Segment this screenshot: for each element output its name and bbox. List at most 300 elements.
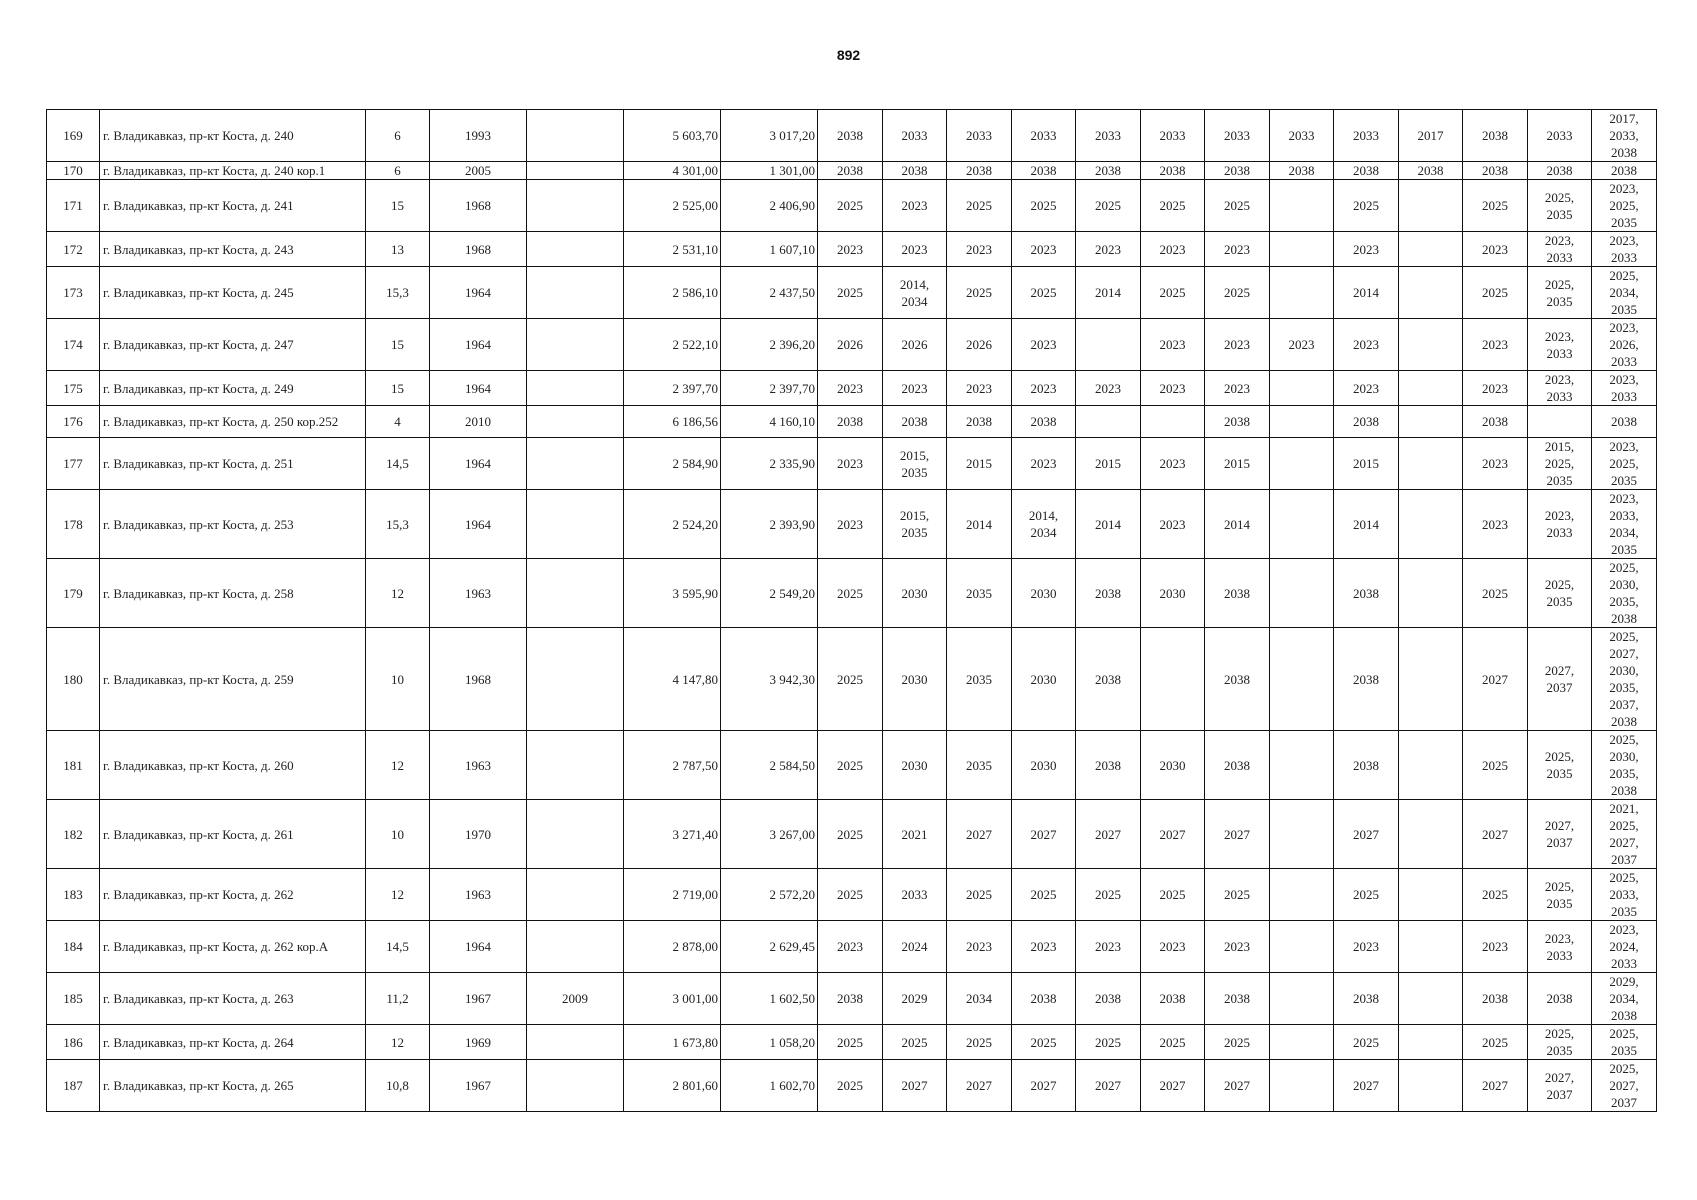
table-row	[47, 628, 1657, 731]
area-cell: 4 301,00	[624, 162, 721, 180]
table-cell	[527, 406, 624, 438]
table-row	[47, 110, 1657, 162]
table-cell	[527, 438, 624, 490]
table-cell: 2023, 2026, 2033	[1592, 319, 1657, 371]
table-cell	[527, 559, 624, 628]
table-cell: 2038	[1012, 973, 1076, 1025]
table-cell: 2025	[883, 1025, 947, 1060]
table-cell: 2029, 2034, 2038	[1592, 973, 1657, 1025]
table-cell	[527, 267, 624, 319]
row-number-cell: 179	[47, 559, 100, 628]
area-cell: 1 673,80	[624, 1025, 721, 1060]
table-cell: 2027	[1076, 800, 1141, 869]
area-cell: 1 602,70	[721, 1060, 818, 1112]
address-cell: г. Владикавказ, пр-кт Коста, д. 240	[100, 110, 366, 162]
row-number-cell: 177	[47, 438, 100, 490]
table-cell: 2025	[1141, 869, 1205, 921]
area-cell: 5 603,70	[624, 110, 721, 162]
table-cell: 2038	[1463, 110, 1528, 162]
table-row	[47, 731, 1657, 800]
table-cell: 2038	[1592, 162, 1657, 180]
table-cell	[1270, 869, 1334, 921]
table-cell: 10,8	[366, 1060, 430, 1112]
table-cell: 2025	[1076, 1025, 1141, 1060]
table-row	[47, 438, 1657, 490]
table-cell: 2030	[883, 628, 947, 731]
area-cell: 3 595,90	[624, 559, 721, 628]
table-cell: 2025	[1334, 180, 1399, 232]
table-cell: 2025	[818, 180, 883, 232]
table-cell	[1270, 371, 1334, 406]
address-cell: г. Владикавказ, пр-кт Коста, д. 265	[100, 1060, 366, 1112]
area-cell: 2 525,00	[624, 180, 721, 232]
table-cell: 2014, 2034	[883, 267, 947, 319]
table-cell	[1270, 267, 1334, 319]
table-cell: 2023, 2033	[1528, 490, 1592, 559]
table-cell	[527, 371, 624, 406]
table-cell: 2038	[1012, 406, 1076, 438]
table-cell: 2038	[818, 110, 883, 162]
table-cell	[527, 869, 624, 921]
table-cell: 2027	[1012, 800, 1076, 869]
table-cell: 2023	[883, 180, 947, 232]
row-number-cell: 174	[47, 319, 100, 371]
table-cell	[1270, 490, 1334, 559]
table-cell: 2023	[818, 438, 883, 490]
table-cell: 1968	[430, 180, 527, 232]
table-cell: 2025	[1205, 180, 1270, 232]
table-cell: 2033	[947, 110, 1012, 162]
table-cell: 2025	[1463, 180, 1528, 232]
address-cell: г. Владикавказ, пр-кт Коста, д. 247	[100, 319, 366, 371]
table-cell: 2025	[818, 800, 883, 869]
table-cell: 2025	[1334, 1025, 1399, 1060]
table-cell: 2025	[1463, 1025, 1528, 1060]
table-cell: 2027	[1012, 1060, 1076, 1112]
table-cell: 2015, 2035	[883, 490, 947, 559]
table-cell: 2038	[1528, 162, 1592, 180]
table-row	[47, 371, 1657, 406]
table-cell: 2038	[1076, 973, 1141, 1025]
table-cell: 2023	[1141, 232, 1205, 267]
table-cell: 2023	[818, 490, 883, 559]
area-cell: 2 549,20	[721, 559, 818, 628]
table-cell: 15,3	[366, 267, 430, 319]
table-cell: 2038	[1334, 406, 1399, 438]
table-cell: 2033	[883, 869, 947, 921]
table-cell: 1963	[430, 869, 527, 921]
table-cell: 2025	[818, 628, 883, 731]
table-cell: 2023	[1334, 232, 1399, 267]
table-cell: 2027, 2037	[1528, 800, 1592, 869]
table-cell: 2027	[1463, 800, 1528, 869]
table-cell	[527, 180, 624, 232]
table-cell	[527, 731, 624, 800]
area-cell: 2 406,90	[721, 180, 818, 232]
table-cell: 2035	[947, 559, 1012, 628]
table-cell: 2025, 2035	[1528, 559, 1592, 628]
table-cell: 2025, 2034, 2035	[1592, 267, 1657, 319]
table-cell: 2027	[1141, 1060, 1205, 1112]
area-cell: 2 584,90	[624, 438, 721, 490]
table-cell: 2009	[527, 973, 624, 1025]
table-row	[47, 1060, 1657, 1112]
row-number-cell: 170	[47, 162, 100, 180]
area-cell: 1 602,50	[721, 973, 818, 1025]
table-cell: 14,5	[366, 438, 430, 490]
address-cell: г. Владикавказ, пр-кт Коста, д. 262 кор.А	[100, 921, 366, 973]
table-cell: 2005	[430, 162, 527, 180]
table-cell: 2023	[1463, 438, 1528, 490]
table-cell: 2038	[1205, 973, 1270, 1025]
table-cell	[1399, 731, 1463, 800]
table-cell: 1964	[430, 371, 527, 406]
table-cell: 2027	[1463, 628, 1528, 731]
table-cell: 2025	[1012, 1025, 1076, 1060]
area-cell: 6 186,56	[624, 406, 721, 438]
table-cell: 1967	[430, 973, 527, 1025]
table-cell	[1270, 232, 1334, 267]
table-cell: 2023, 2033	[1528, 319, 1592, 371]
table-cell: 1970	[430, 800, 527, 869]
table-cell	[1270, 1060, 1334, 1112]
table-cell: 2027	[1076, 1060, 1141, 1112]
table-cell: 2017	[1399, 110, 1463, 162]
table-cell: 2038	[1012, 162, 1076, 180]
area-cell: 2 397,70	[721, 371, 818, 406]
table-cell: 2023, 2033	[1528, 232, 1592, 267]
table-cell	[1270, 1025, 1334, 1060]
table-cell: 2025	[818, 267, 883, 319]
table-cell: 1963	[430, 559, 527, 628]
table-cell: 10	[366, 628, 430, 731]
table-cell: 2033	[1528, 110, 1592, 162]
table-cell: 2038	[1463, 406, 1528, 438]
table-cell: 2014	[1076, 267, 1141, 319]
table-cell: 2023	[1012, 232, 1076, 267]
table-cell	[1141, 406, 1205, 438]
table-cell	[527, 232, 624, 267]
table-cell: 2023, 2025, 2035	[1592, 438, 1657, 490]
table-cell	[1399, 1025, 1463, 1060]
table-cell	[1399, 559, 1463, 628]
table-cell: 2023	[1076, 371, 1141, 406]
table-cell: 2023	[1205, 921, 1270, 973]
table-cell: 2015	[1334, 438, 1399, 490]
table-cell: 2023, 2033, 2034, 2035	[1592, 490, 1657, 559]
row-number-cell: 172	[47, 232, 100, 267]
table-cell	[527, 490, 624, 559]
table-cell: 2023, 2025, 2035	[1592, 180, 1657, 232]
table-cell: 2025, 2035	[1528, 1025, 1592, 1060]
table-cell: 2038	[1399, 162, 1463, 180]
table-cell: 14,5	[366, 921, 430, 973]
area-cell: 2 878,00	[624, 921, 721, 973]
table-cell: 2034	[947, 973, 1012, 1025]
table-cell	[527, 800, 624, 869]
table-cell: 2025	[1076, 180, 1141, 232]
address-cell: г. Владикавказ, пр-кт Коста, д. 264	[100, 1025, 366, 1060]
table-cell	[1399, 1060, 1463, 1112]
address-cell: г. Владикавказ, пр-кт Коста, д. 261	[100, 800, 366, 869]
table-cell: 2030	[1141, 731, 1205, 800]
table-cell: 2025	[1012, 180, 1076, 232]
table-cell: 2030	[883, 731, 947, 800]
table-cell: 2015, 2035	[883, 438, 947, 490]
table-cell: 2023	[1012, 921, 1076, 973]
table-cell: 2014	[1076, 490, 1141, 559]
table-cell	[1141, 628, 1205, 731]
table-cell	[1270, 731, 1334, 800]
table-cell: 10	[366, 800, 430, 869]
table-cell: 2010	[430, 406, 527, 438]
table-cell: 2025	[1012, 869, 1076, 921]
table-cell: 2025	[1463, 869, 1528, 921]
table-cell: 1969	[430, 1025, 527, 1060]
address-cell: г. Владикавказ, пр-кт Коста, д. 250 кор.252	[100, 406, 366, 438]
table-cell: 2038	[1463, 162, 1528, 180]
table-cell: 15	[366, 319, 430, 371]
row-number-cell: 183	[47, 869, 100, 921]
row-number-cell: 186	[47, 1025, 100, 1060]
table-cell	[1270, 559, 1334, 628]
table-row	[47, 267, 1657, 319]
table-cell: 2027, 2037	[1528, 628, 1592, 731]
table-cell: 1993	[430, 110, 527, 162]
table-cell: 2038	[1205, 628, 1270, 731]
address-cell: г. Владикавказ, пр-кт Коста, д. 263	[100, 973, 366, 1025]
table-cell: 11,2	[366, 973, 430, 1025]
area-cell: 2 522,10	[624, 319, 721, 371]
table-cell	[527, 162, 624, 180]
table-cell: 15	[366, 371, 430, 406]
table-cell: 2033	[1334, 110, 1399, 162]
area-cell: 2 719,00	[624, 869, 721, 921]
table-cell: 2025	[1012, 267, 1076, 319]
table-row	[47, 1025, 1657, 1060]
table-cell: 2029	[883, 973, 947, 1025]
table-cell: 2023	[1463, 232, 1528, 267]
table-cell	[1399, 319, 1463, 371]
table-cell: 1964	[430, 267, 527, 319]
table-cell: 2023	[1463, 921, 1528, 973]
table-cell: 2030	[1141, 559, 1205, 628]
table-cell: 2038	[1334, 559, 1399, 628]
table-cell: 2038	[1205, 559, 1270, 628]
table-cell: 2023	[1463, 371, 1528, 406]
table-cell	[1528, 406, 1592, 438]
table-cell: 2038	[883, 162, 947, 180]
table-cell: 2025	[1205, 869, 1270, 921]
table-cell	[527, 110, 624, 162]
table-cell	[527, 921, 624, 973]
table-cell: 2038	[1076, 559, 1141, 628]
table-cell: 2035	[947, 628, 1012, 731]
table-row	[47, 800, 1657, 869]
table-cell: 2025, 2030, 2035, 2038	[1592, 731, 1657, 800]
table-cell: 2023	[818, 921, 883, 973]
table-cell: 1963	[430, 731, 527, 800]
table-cell: 2023	[1270, 319, 1334, 371]
table-cell	[1399, 869, 1463, 921]
table-cell: 2027	[1205, 800, 1270, 869]
address-cell: г. Владикавказ, пр-кт Коста, д. 259	[100, 628, 366, 731]
table-cell: 2025, 2035	[1528, 267, 1592, 319]
table-cell: 2033	[1141, 110, 1205, 162]
table-cell: 1967	[430, 1060, 527, 1112]
area-cell: 1 058,20	[721, 1025, 818, 1060]
table-cell: 2021, 2025, 2027, 2037	[1592, 800, 1657, 869]
table-cell: 2030	[1012, 731, 1076, 800]
table-cell: 2023, 2024, 2033	[1592, 921, 1657, 973]
table-cell: 2025	[947, 267, 1012, 319]
table-cell	[527, 1025, 624, 1060]
address-cell: г. Владикавказ, пр-кт Коста, д. 243	[100, 232, 366, 267]
address-cell: г. Владикавказ, пр-кт Коста, д. 253	[100, 490, 366, 559]
table-cell	[1270, 438, 1334, 490]
table-cell	[1399, 267, 1463, 319]
table-cell	[1076, 319, 1141, 371]
table-cell: 2023	[818, 371, 883, 406]
table-cell: 2027	[1334, 800, 1399, 869]
area-cell: 1 301,00	[721, 162, 818, 180]
table-cell: 2023	[1205, 319, 1270, 371]
address-cell: г. Владикавказ, пр-кт Коста, д. 251	[100, 438, 366, 490]
table-cell: 2014	[1334, 490, 1399, 559]
table-cell: 2023	[1141, 371, 1205, 406]
row-number-cell: 171	[47, 180, 100, 232]
table-cell	[1399, 800, 1463, 869]
table-cell: 2023	[1141, 438, 1205, 490]
table-cell: 2025	[947, 1025, 1012, 1060]
row-number-cell: 180	[47, 628, 100, 731]
table-cell	[1399, 921, 1463, 973]
table-cell: 2038	[1205, 162, 1270, 180]
table-cell: 2038	[1270, 162, 1334, 180]
table-cell	[1399, 232, 1463, 267]
address-cell: г. Владикавказ, пр-кт Коста, д. 245	[100, 267, 366, 319]
table-cell: 2015	[947, 438, 1012, 490]
table-cell	[1399, 973, 1463, 1025]
table-cell: 2023, 2033	[1592, 232, 1657, 267]
table-cell: 2030	[1012, 628, 1076, 731]
table-cell: 6	[366, 110, 430, 162]
table-cell: 2025	[818, 1025, 883, 1060]
table-cell: 2035	[947, 731, 1012, 800]
table-cell: 2025, 2035	[1528, 180, 1592, 232]
table-cell: 2025	[1463, 731, 1528, 800]
row-number-cell: 169	[47, 110, 100, 162]
table-row	[47, 973, 1657, 1025]
table-row	[47, 869, 1657, 921]
table-cell	[1270, 800, 1334, 869]
table-cell: 2025	[1463, 559, 1528, 628]
table-cell	[527, 319, 624, 371]
table-cell: 2030	[1012, 559, 1076, 628]
table-cell: 2017, 2033, 2038	[1592, 110, 1657, 162]
table-cell	[1270, 921, 1334, 973]
table-cell: 2027	[883, 1060, 947, 1112]
table-cell: 2024	[883, 921, 947, 973]
table-cell	[1399, 628, 1463, 731]
area-cell: 2 393,90	[721, 490, 818, 559]
page-number: 892	[836, 47, 861, 63]
area-cell: 2 572,20	[721, 869, 818, 921]
table-cell	[1076, 406, 1141, 438]
table-cell: 2025	[1141, 267, 1205, 319]
area-cell: 2 524,20	[624, 490, 721, 559]
table-cell: 2026	[947, 319, 1012, 371]
table-cell: 2038	[1076, 628, 1141, 731]
table-row	[47, 921, 1657, 973]
table-cell: 6	[366, 162, 430, 180]
table-cell: 12	[366, 869, 430, 921]
table-row	[47, 162, 1657, 180]
area-cell: 4 160,10	[721, 406, 818, 438]
table-cell: 2038	[1141, 973, 1205, 1025]
area-cell: 2 335,90	[721, 438, 818, 490]
table-cell: 2015	[1076, 438, 1141, 490]
area-cell: 4 147,80	[624, 628, 721, 731]
row-number-cell: 176	[47, 406, 100, 438]
table-cell: 12	[366, 559, 430, 628]
table-cell: 2023	[883, 371, 947, 406]
table-cell: 2014	[1205, 490, 1270, 559]
table-cell: 2015, 2025, 2035	[1528, 438, 1592, 490]
table-cell: 2030	[883, 559, 947, 628]
table-cell	[1270, 973, 1334, 1025]
table-cell: 2027	[1334, 1060, 1399, 1112]
area-cell: 3 942,30	[721, 628, 818, 731]
table-cell: 2023	[1463, 490, 1528, 559]
area-cell: 3 271,40	[624, 800, 721, 869]
table-cell	[1270, 406, 1334, 438]
table-cell: 2027	[1463, 1060, 1528, 1112]
table-cell: 2023	[1076, 921, 1141, 973]
table-cell: 2025	[1141, 1025, 1205, 1060]
table-cell: 1964	[430, 319, 527, 371]
area-cell: 3 267,00	[721, 800, 818, 869]
table-cell: 2027	[1205, 1060, 1270, 1112]
table-cell: 2025, 2030, 2035, 2038	[1592, 559, 1657, 628]
table-cell: 15,3	[366, 490, 430, 559]
table-cell: 2025	[818, 869, 883, 921]
table-cell: 2023	[947, 921, 1012, 973]
table-cell: 13	[366, 232, 430, 267]
row-number-cell: 182	[47, 800, 100, 869]
table-cell: 2023	[1141, 921, 1205, 973]
table-cell: 2023	[1141, 490, 1205, 559]
table-cell: 2025	[1141, 180, 1205, 232]
table-cell: 2023	[1205, 232, 1270, 267]
table-cell: 2023	[1334, 319, 1399, 371]
table-cell: 2025	[1463, 267, 1528, 319]
table-cell: 2023	[947, 371, 1012, 406]
table-cell: 15	[366, 180, 430, 232]
table-cell: 2025, 2033, 2035	[1592, 869, 1657, 921]
table-cell: 2038	[1334, 162, 1399, 180]
table-cell: 2026	[818, 319, 883, 371]
table-cell: 2023	[1463, 319, 1528, 371]
table-cell: 2033	[883, 110, 947, 162]
table-cell: 2025	[1334, 869, 1399, 921]
area-cell: 3 017,20	[721, 110, 818, 162]
table-cell: 2038	[818, 406, 883, 438]
table-cell	[527, 628, 624, 731]
row-number-cell: 187	[47, 1060, 100, 1112]
table-row	[47, 406, 1657, 438]
table-cell: 2025	[818, 731, 883, 800]
